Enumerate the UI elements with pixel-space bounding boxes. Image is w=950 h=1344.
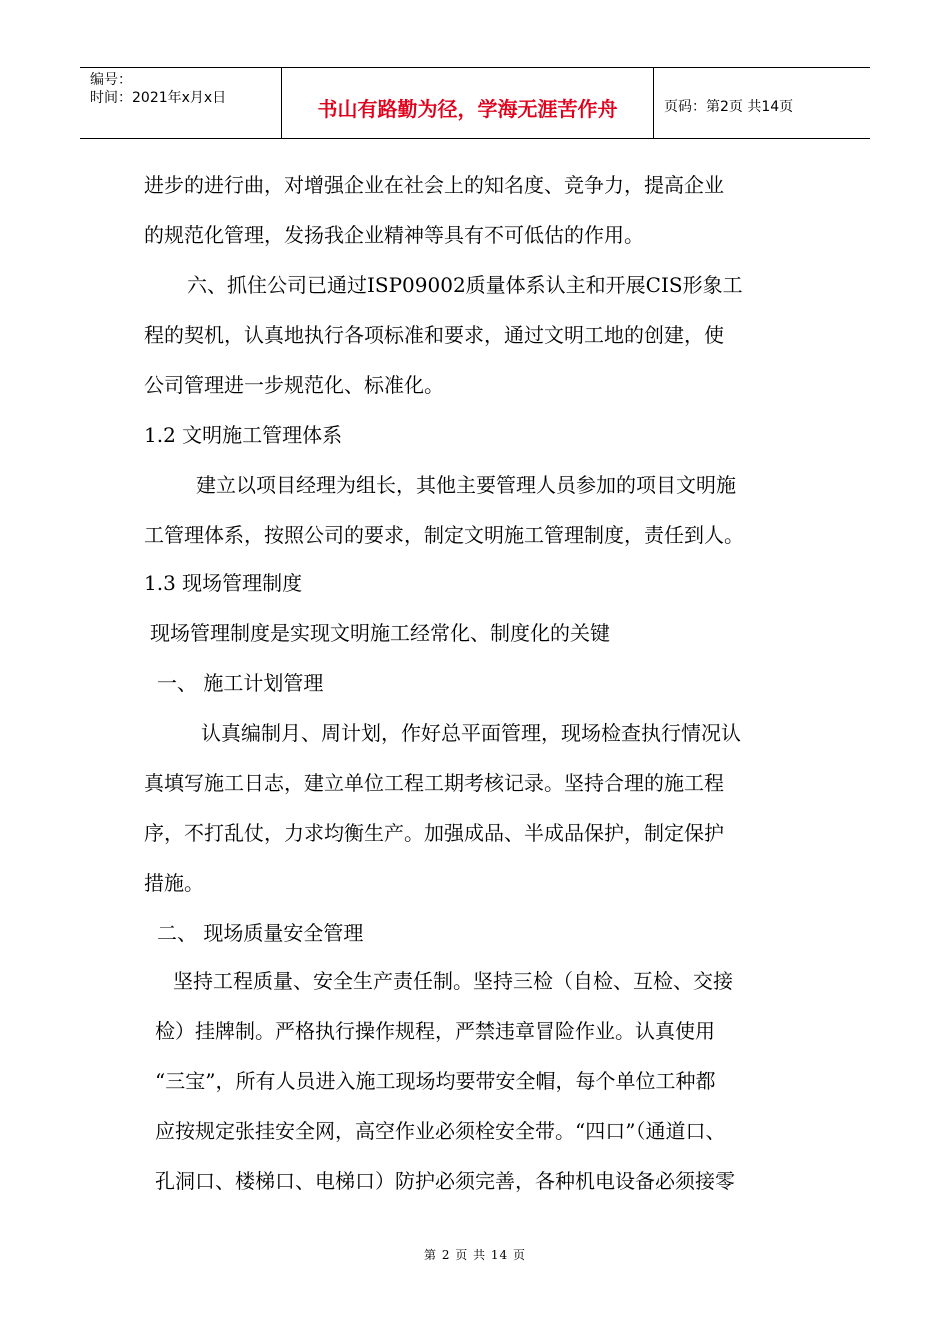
header-meta xyxy=(80,68,282,138)
body-line: 现场管理制度是实现文明施工经常化、制度化的关键 xyxy=(150,621,610,645)
page-header xyxy=(80,67,870,139)
body-line: 孔洞口、楼梯口、电梯口）防护必须完善，各种机电设备必须接零 xyxy=(155,1169,735,1193)
header-motto: 书山有路勤为径，学海无涯苦作舟 xyxy=(282,68,654,138)
body-line: “三宝”，所有人员进入施工现场均要带安全帽，每个单位工种都 xyxy=(155,1069,716,1093)
body-line: 程的契机，认真地执行各项标准和要求，通过文明工地的创建，使 xyxy=(144,323,724,347)
section-heading: 1.2 文明施工管理体系 xyxy=(144,423,343,447)
body-line: 检）挂牌制。严格执行操作规程，严禁违章冒险作业。认真使用 xyxy=(155,1019,715,1043)
body-line: 序，不打乱仗，力求均衡生产。加强成品、半成品保护，制定保护 xyxy=(144,821,724,845)
header-page-number: 页码：第2页 共14页 xyxy=(664,99,794,115)
body-line: 真填写施工日志，建立单位工程工期考核记录。坚持合理的施工程 xyxy=(144,771,724,795)
body-line: 工管理体系，按照公司的要求，制定文明施工管理制度，责任到人。 xyxy=(144,523,744,547)
number-label: 编号： xyxy=(90,72,132,88)
body-line: 建立以项目经理为组长，其他主要管理人员参加的项目文明施 xyxy=(196,473,736,497)
body-line: 坚持工程质量、安全生产责任制。坚持三检（自检、互检、交接 xyxy=(173,969,733,993)
body-line: 六、抓住公司已通过ISP09002质量体系认主和开展CIS形象工 xyxy=(187,273,743,297)
body-line: 应按规定张挂安全网，高空作业必须栓安全带。“四口”（通道口、 xyxy=(155,1119,726,1143)
body-line: 认真编制月、周计划，作好总平面管理，现场检查执行情况认 xyxy=(201,721,741,745)
body-line: 公司管理进一步规范化、标准化。 xyxy=(144,373,444,397)
page-footer: 第 2 页 共 14 页 xyxy=(424,1248,526,1262)
subsection-heading: 一、 施工计划管理 xyxy=(157,671,324,695)
body-line: 进步的进行曲，对增强企业在社会上的知名度、竞争力，提高企业 xyxy=(144,173,724,197)
body-line: 措施。 xyxy=(144,871,204,895)
date-label: 时间：2021年x月x日 xyxy=(90,90,227,106)
subsection-heading: 二、 现场质量安全管理 xyxy=(157,921,364,945)
section-heading: 1.3 现场管理制度 xyxy=(144,571,303,595)
body-line: 的规范化管理，发扬我企业精神等具有不可低估的作用。 xyxy=(144,223,644,247)
